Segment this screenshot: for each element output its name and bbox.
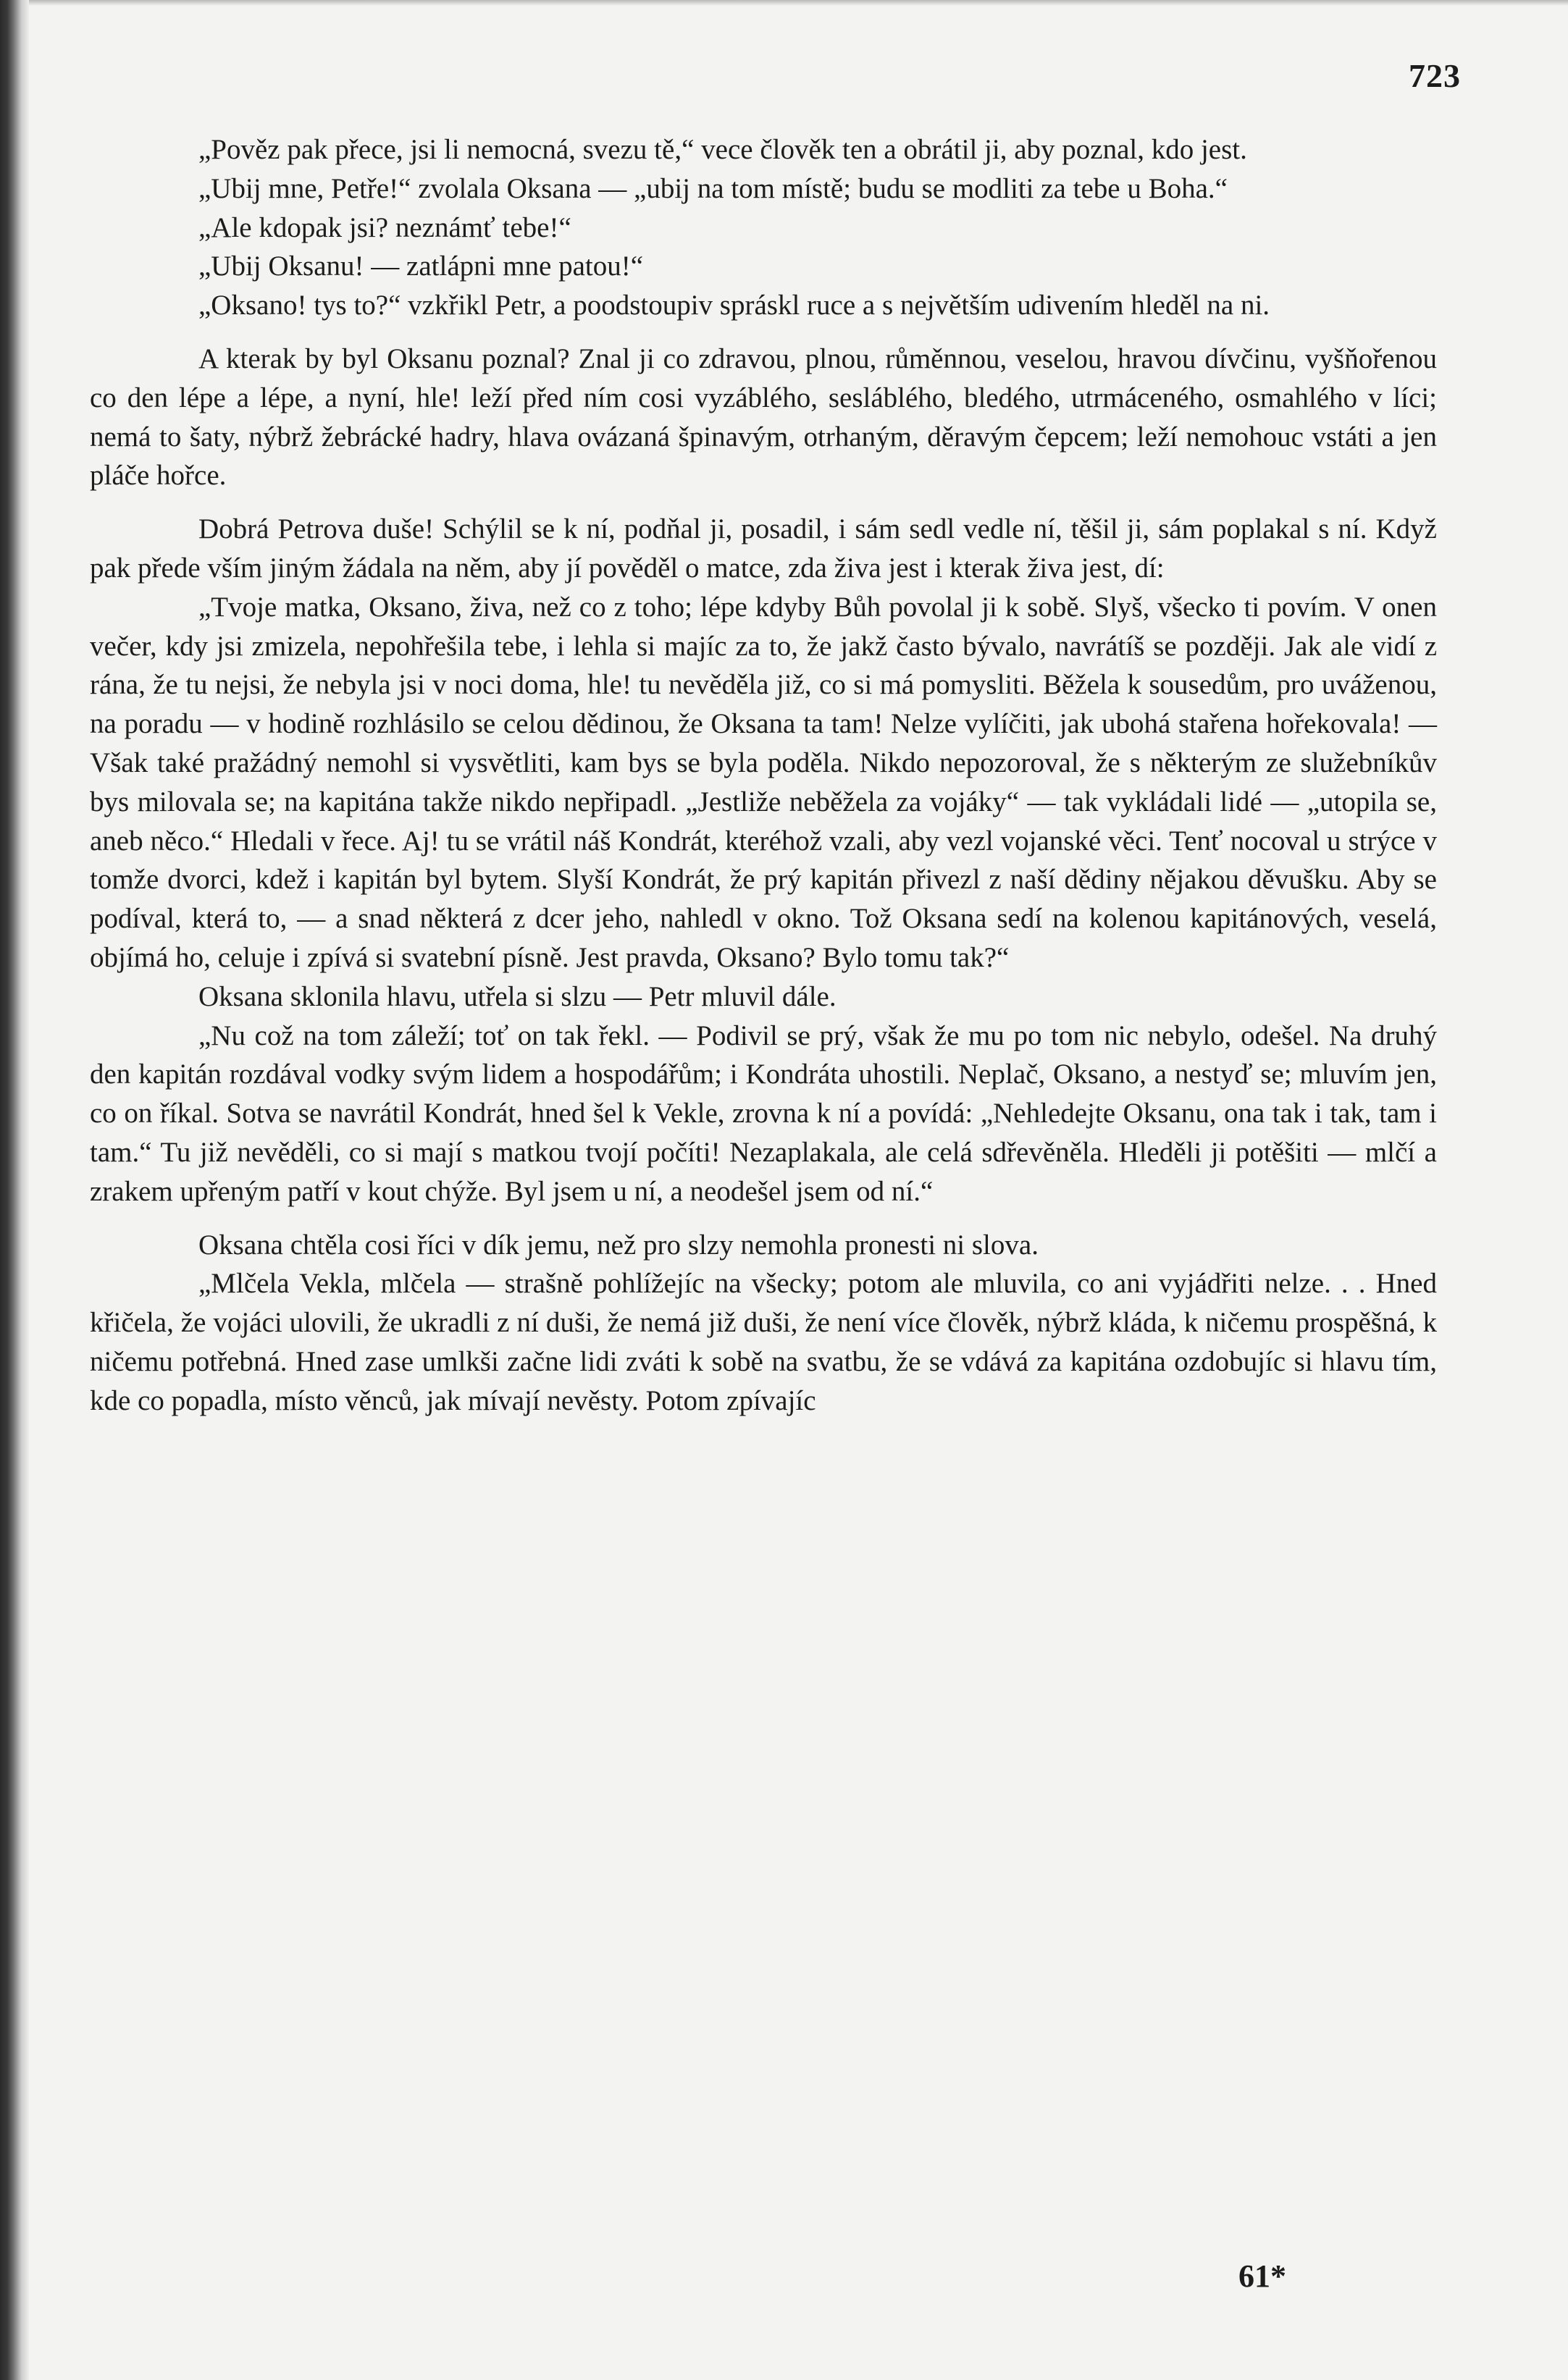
printer-signature-mark: 61* — [1238, 2258, 1286, 2294]
paragraph: „Pověz pak přece, jsi li nemocná, svezu tě,“ vece člověk ten a obrátil ji, aby poznal, kdo jest. — [198, 134, 1247, 165]
page-text — [90, 130, 1437, 1421]
paragraph: „Ubij Oksanu! — zatlápni mne patou!“ — [198, 251, 644, 282]
paragraph: A kterak by byl Oksanu poznal? Znal ji co zdravou, plnou, růměnnou, veselou, hravou dívčinu, vyšňořenou co den lépe a lépe, a nyní, hle! leží před ním cosi vyzáblého, sesláblého, bledého, utrmáceného, osmahlého v líci; nemá to šaty, nýbrž žebrácké hadry, hlava ovázaná špinavým, otrhaným, děravým čepcem; leží nemohouc vstáti a jen pláče hořce. — [90, 342, 1437, 492]
paragraph: „Ale kdopak jsi? neznámť tebe!“ — [198, 211, 571, 243]
paragraph: „Nu což na tom záleží; toť on tak řekl. — Podivil se prý, však že mu po tom nic nebylo, odešel. Na druhý den kapitán rozdával vodky svým lidem a hospodářům; i Kondráta uhostili. Neplač, Oksano, a nestyď se; mluvím jen, co on říkal. Sotva se navrátil Kondrát, hned šel k Vekle, zrovna k ní a povídá: „Nehledejte Oksanu, ona tak i tak, tam i tam.“ Tu již nevěděli, co si mají s matkou tvojí počíti! Nezaplakala, ale celá sdřevěněla. Hleděli ji potěšiti — mlčí a zrakem upřeným patří v kout chýže. Byl jsem u ní, a neodešel jsem od ní.“ — [90, 1019, 1437, 1207]
paragraph: Oksana sklonila hlavu, utřela si slzu — Petr mluvil dále. — [198, 980, 837, 1012]
page-top-shadow — [29, 0, 1568, 6]
paragraph: „Tvoje matka, Oksano, živa, než co z toho; lépe kdyby Bůh povolal ji k sobě. Slyš, všecko ti povím. V onen večer, kdy jsi zmizela, nepohřešila tebe, i lehla si majíc za to, že jakž často bývalo, navrátíš se později. Jak ale vidí z rána, že tu nejsi, že nebyla jsi v noci doma, hle! tu nevěděla již, co si má pomysliti. Běžela k sousedům, pro uváženou, na poradu — v hodině rozhlásilo se celou dědinou, že Oksana ta tam! Nelze vylíčiti, jak ubohá stařena hořekovala! — Však také pražádný nemohl si vysvětliti, kam bys se byla poděla. Nikdo nepozoroval, že s některým ze služebníkův bys milovala se; na kapitána takže nikdo nepřipadl. „Jestliže neběžela za vojáky“ — tak vykládali lidé — „utopila se, aneb něco.“ Hledali v řece. Aj! tu se vrátil náš Kondrát, kteréhož vzali, aby vezl vojanské věci. Tenť nocoval u strýce v tomže dvorci, kdež i kapitán byl bytem. Slyší Kondrát, že prý kapitán přivezl z naší dědiny nějakou děvušku. Aby se podíval, která to, — a snad některá z dcer jeho, nahledl v okno. Tož Oksana sedí na kolenou kapitánových, veselá, objímá ho, celuje i zpívá si svatební písně. Jest pravda, Oksano? Bylo tomu tak?“ — [90, 591, 1437, 973]
paragraph: Oksana chtěla cosi říci v dík jemu, než pro slzy nemohla pronesti ni slova. — [198, 1229, 1039, 1261]
page-number: 723 — [1409, 57, 1461, 94]
paragraph: „Ubij mne, Petře!“ zvolala Oksana — „ubij na tom místě; budu se modliti za tebe u Boha.“ — [198, 172, 1228, 204]
paragraph: „Oksano! tys to?“ vzkřikl Petr, a poodstoupiv spráskl ruce a s největším udivením hleděl na ni. — [198, 290, 1270, 321]
paragraph: „Mlčela Vekla, mlčela — strašně pohlížejíc na všecky; potom ale mluvila, co ani vyjádřiti nelze. . . Hned křičela, že vojáci ulovili, že ukradli z ní duši, že nemá již duši, že není více člověk, nýbrž kláda, k ničemu prospěšná, k ničemu potřebná. Hned zase umlkši začne lidi zváti k sobě na svatbu, že se vdává za kapitána ozdobujíc si hlavu tím, kde co popadla, místo věnců, jak mívají nevěsty. Potom zpívajíc — [90, 1268, 1437, 1416]
page-binding-edge — [0, 0, 29, 2380]
paragraph: Dobrá Petrova duše! Schýlil se k ní, podňal ji, posadil, i sám sedl vedle ní, těšil ji, sám poplakal s ní. Když pak přede vším jiným žádala na něm, aby jí pověděl o matce, zda živa jest i kterak živa jest, dí: — [90, 513, 1437, 584]
